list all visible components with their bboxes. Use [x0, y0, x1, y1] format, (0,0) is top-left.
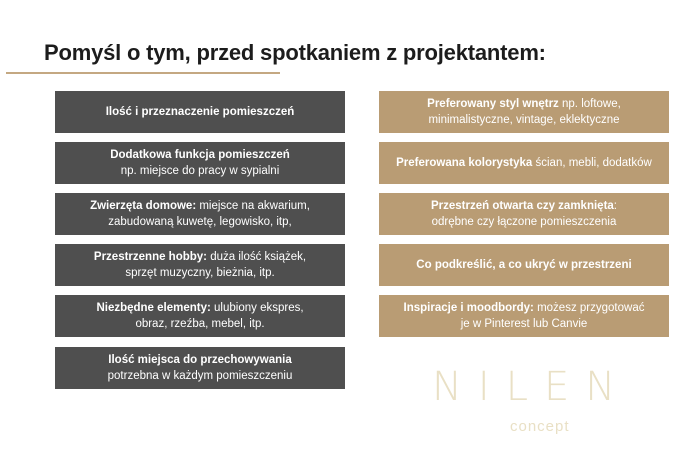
box-text: : [613, 200, 617, 212]
brand-logo: NILEN [432, 364, 632, 410]
box-second-line: sprzęt muzyczny, bieżnia, itp. [125, 267, 275, 279]
box-bold-text: Co podkreślić, a co ukryć w przestrzeni [416, 259, 632, 271]
left-box-2 [55, 142, 345, 184]
box-second-line: je w Pinterest lub Canvie [460, 318, 588, 330]
box-bold-text: Niezbędne elementy: [96, 302, 211, 314]
box-text: ulubiony ekspres, [210, 302, 304, 314]
box-bold-text: Przestrzenne hobby: [93, 251, 208, 263]
box-second-line: minimalistyczne, vintage, eklektyczne [428, 114, 620, 126]
left-box-3 [55, 193, 345, 235]
left-box-5 [55, 295, 345, 337]
box-bold-text: Inspiracje i moodbordy: [403, 302, 534, 314]
box-text: duża ilość książek, [207, 251, 307, 263]
left-box-6 [55, 347, 345, 389]
left-box-1 [55, 91, 345, 133]
box-second-line: zabudowaną kuwetę, legowisko, itp, [108, 216, 292, 228]
title-underline [6, 72, 280, 74]
right-box-2 [379, 142, 669, 184]
box-text: np. loftowe, [558, 98, 621, 110]
box-bold-text: Dodatkowa funkcja pomieszczeń [110, 149, 290, 161]
page-title: Pomyśl o tym, przed spotkaniem z projektantem: [44, 40, 546, 65]
brand-logo-subtitle: concept [510, 418, 570, 435]
box-bold-text: Preferowany styl wnętrz [427, 98, 559, 110]
right-box-1 [379, 91, 669, 133]
right-box-5 [379, 295, 669, 337]
box-text: miejsce na akwarium, [196, 200, 310, 212]
box-bold-text: Zwierzęta domowe: [90, 200, 197, 212]
left-box-4 [55, 244, 345, 286]
box-text: możesz przygotować [533, 302, 645, 314]
box-second-line: np. miejsce do pracy w sypialni [120, 165, 280, 177]
box-bold-text: Ilość miejsca do przechowywania [108, 354, 292, 366]
box-bold-text: Przestrzeń otwarta czy zamknięta [431, 200, 614, 212]
right-box-4 [379, 244, 669, 286]
box-bold-text: Ilość i przeznaczenie pomieszczeń [105, 106, 295, 118]
right-box-3 [379, 193, 669, 235]
box-second-line: potrzebna w każdym pomieszczeniu [107, 370, 293, 382]
box-second-line: obraz, rzeźba, mebel, itp. [135, 318, 265, 330]
box-second-line: odrębne czy łączone pomieszczenia [431, 216, 617, 228]
box-text: ścian, mebli, dodatków [532, 157, 652, 169]
box-bold-text: Preferowana kolorystyka [396, 157, 533, 169]
